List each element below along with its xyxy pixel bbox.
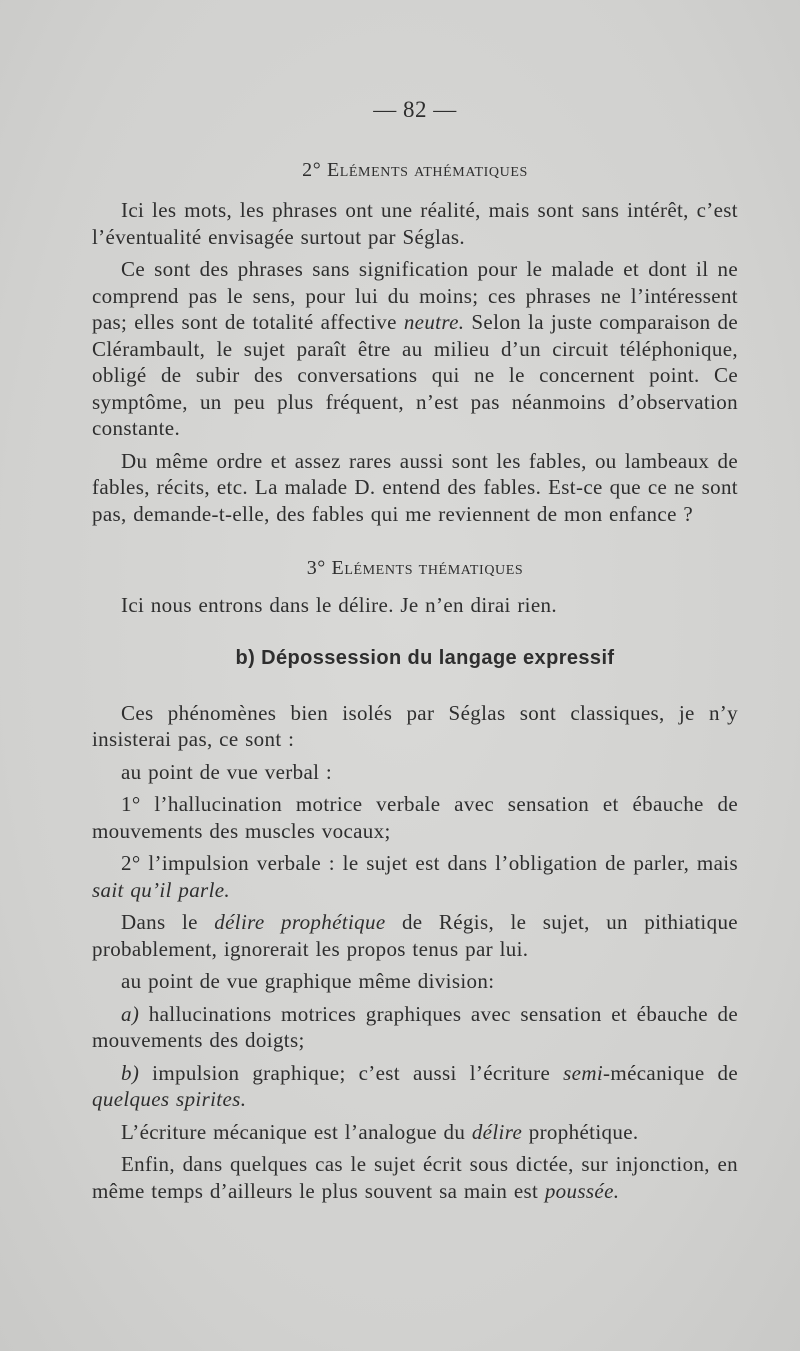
text: hallucinations motrices graphiques avec sensation et ébauche de mouvements des doigts; (92, 1001, 738, 1052)
text: de Régis, le sujet, un pithiatique probablement, ignorerait les propos tenus par lui. (92, 910, 738, 961)
italic-text: poussée. (544, 1178, 620, 1203)
section-3-number: 3° (306, 557, 326, 579)
paragraph (92, 1001, 738, 1054)
text: Ce sont des phrases sans signification pour le malade et dont il ne comprend pas le sens, pour lui du moins; ces phrases ne l’intéressent pas; elles sont de totalité affective (92, 257, 738, 334)
paragraph: au point de vue graphique même division: (121, 969, 495, 993)
text: 2° l’impulsion verbale : le sujet est dans l’obligation de parler, mais (121, 851, 738, 875)
text: Enfin, dans quelques cas le sujet écrit sous dictée, sur injonction, en même temps d’ailleurs le plus souvent sa main est (92, 1152, 738, 1203)
paragraph (92, 909, 738, 962)
paragraph: Ici les mots, les phrases ont une réalité, mais sont sans intérêt, c’est l’éventualité envisagée surtout par Séglas. (92, 198, 738, 249)
paragraph (92, 850, 738, 903)
paragraph: Du même ordre et assez rares aussi sont les fables, ou lambeaux de fables, récits, etc. La malade D. entend des fables. Est-ce que ce ne sont pas, demande-t-elle, des fables qui me reviennent de mon enfance ? (92, 448, 738, 526)
italic-text: sait qu’il parle. (92, 877, 231, 902)
list-marker: b) (121, 1060, 140, 1085)
italic-text: quelques spirites. (92, 1087, 247, 1111)
page-number: — 82 — (373, 97, 457, 122)
list-marker: a) (121, 1001, 140, 1026)
section-2-heading (92, 159, 738, 182)
italic-text: neutre. (403, 310, 465, 334)
text: mécanique de (610, 1060, 738, 1085)
section-2-number: 2° (302, 159, 322, 181)
text: impulsion graphique; c’est aussi l’écriture (139, 1060, 564, 1085)
text: Dans le (121, 910, 215, 934)
section-3-title: Eléments thématiques (331, 557, 524, 579)
paragraph: Ces phénomènes bien isolés par Séglas sont classiques, je n’y insisterai pas, ce sont : (92, 700, 738, 751)
paragraph (92, 1151, 738, 1204)
text: prophétique. (522, 1119, 639, 1144)
paragraph: 1° l’hallucination motrice verbale avec sensation et ébauche de mouvements des muscles vocaux; (92, 792, 738, 843)
italic-text: semi- (563, 1060, 611, 1085)
paragraph (92, 256, 738, 442)
paragraph (92, 1060, 738, 1113)
paragraph: au point de vue verbal : (121, 759, 333, 784)
italic-text: délire (471, 1119, 523, 1144)
section-3-heading (92, 557, 738, 580)
text: L’écriture mécanique est l’analogue du (121, 1119, 472, 1144)
text: Selon la juste comparaison de Clérambault, le sujet paraît être au milieu d’un circuit téléphonique, obligé de subir des conversations qui ne le concernent point. Ce symptôme, un peu plus fréquent, n’est pas néanmoins d’observation constante. (92, 310, 738, 440)
section-2-title: Eléments athématiques (326, 159, 528, 181)
paragraph (92, 1119, 738, 1146)
italic-text: délire prophétique (214, 910, 386, 934)
paragraph: Ici nous entrons dans le délire. Je n’en dirai rien. (121, 593, 557, 617)
subheading-b: b) Dépossession du langage expressif (235, 646, 615, 669)
